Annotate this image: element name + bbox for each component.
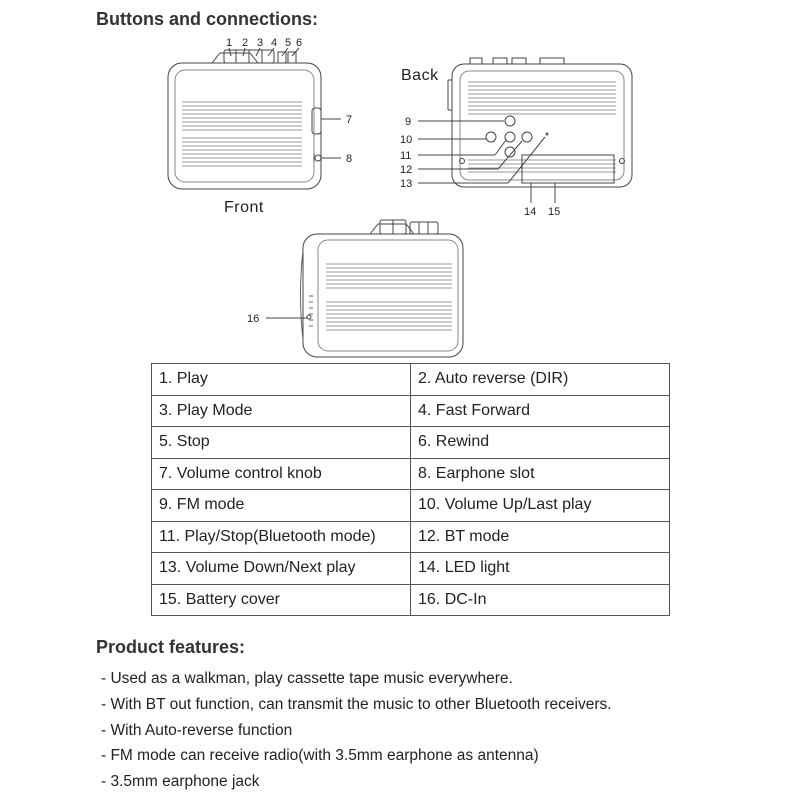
- callout-7: 7: [346, 114, 353, 126]
- buttons-section-title: Buttons and connections:: [96, 9, 318, 29]
- table-cell: 3. Play Mode: [152, 395, 411, 427]
- callout-14: 14: [524, 206, 537, 218]
- callout-5: 5: [285, 37, 292, 49]
- table-row: [152, 490, 670, 522]
- table-cell: 16. DC-In: [411, 584, 670, 616]
- callout-1: 1: [226, 37, 233, 49]
- table-row: [152, 395, 670, 427]
- list-item: - FM mode can receive radio(with 3.5mm earphone as antenna): [101, 747, 539, 765]
- callout-13: 13: [400, 178, 413, 190]
- list-item: - 3.5mm earphone jack: [101, 773, 260, 791]
- features-section-title: Product features:: [96, 637, 246, 657]
- table-cell: 13. Volume Down/Next play: [152, 553, 411, 585]
- callout-4: 4: [271, 37, 278, 49]
- back-view-label: Back: [401, 67, 439, 84]
- table-cell: 4. Fast Forward: [411, 395, 670, 427]
- table-cell: 1. Play: [152, 364, 411, 396]
- front-view-label: Front: [224, 199, 264, 216]
- table-cell: 2. Auto reverse (DIR): [411, 364, 670, 396]
- table-cell: 10. Volume Up/Last play: [411, 490, 670, 522]
- callout-8: 8: [346, 153, 353, 165]
- table-cell: 12. BT mode: [411, 521, 670, 553]
- table-cell: 15. Battery cover: [152, 584, 411, 616]
- table-row: [152, 521, 670, 553]
- features-list: [101, 666, 612, 795]
- callout-9: 9: [405, 116, 412, 128]
- callout-2: 2: [242, 37, 249, 49]
- list-item: - Used as a walkman, play cassette tape music everywhere.: [101, 670, 513, 687]
- device-diagram: [0, 0, 800, 360]
- callout-15: 15: [548, 206, 561, 218]
- back-view-device: [448, 58, 632, 187]
- callout-10: 10: [400, 134, 413, 146]
- table-cell: 7. Volume control knob: [152, 458, 411, 490]
- list-item: - With Auto-reverse function: [101, 721, 293, 739]
- callout-11: 11: [400, 150, 412, 162]
- table-row: [152, 458, 670, 490]
- buttons-table: [151, 363, 670, 616]
- side-view-device: [301, 220, 464, 357]
- callout-16: 16: [247, 313, 260, 325]
- list-item: - With BT out function, can transmit the music to other Bluetooth receivers.: [101, 695, 612, 713]
- callout-12: 12: [400, 164, 413, 176]
- table-cell: 8. Earphone slot: [411, 458, 670, 490]
- table-row: [152, 584, 670, 616]
- table-cell: 5. Stop: [152, 427, 411, 459]
- table-row: [152, 427, 670, 459]
- callout-3: 3: [257, 37, 264, 49]
- table-cell: 14. LED light: [411, 553, 670, 585]
- callout-6: 6: [296, 37, 303, 49]
- front-view-device: [168, 50, 321, 189]
- table-row: [152, 553, 670, 585]
- table-cell: 9. FM mode: [152, 490, 411, 522]
- table-cell: 11. Play/Stop(Bluetooth mode): [152, 521, 411, 553]
- table-cell: 6. Rewind: [411, 427, 670, 459]
- table-row: [152, 364, 670, 396]
